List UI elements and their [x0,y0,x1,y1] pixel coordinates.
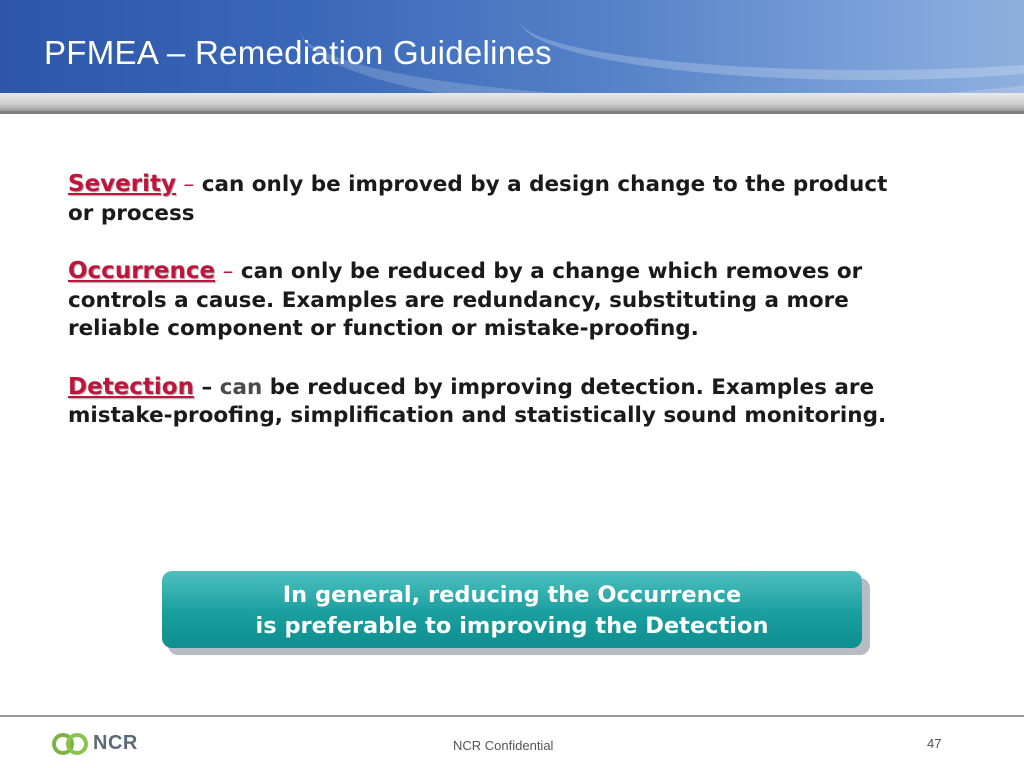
detection-text: be reduced by improving detection. Examples are mistake-proofing, simplification and statistically sound monitoring. [68,374,887,428]
occurrence-paragraph [68,257,898,344]
occurrence-text: can only be reduced by a change which removes or controls a cause. Examples are redundancy, substituting a more reliable component or function or mistake-proofing. [68,259,863,341]
header-divider-line [0,111,1024,114]
severity-paragraph [68,170,898,228]
callout-line-2: is preferable to improving the Detection [255,613,769,639]
slide-title: PFMEA – Remediation Guidelines [44,34,552,71]
occurrence-dash: – [222,259,234,284]
page-number: 47 [927,736,942,751]
occurrence-term: Occurrence [68,258,216,284]
severity-term: Severity [68,171,176,197]
confidential-label: NCR Confidential [453,738,554,753]
footer-divider [0,715,1024,717]
detection-paragraph [68,373,898,431]
detection-can: can [219,374,263,400]
severity-dash: – [183,172,195,197]
slide-header [0,0,1024,93]
severity-text: can only be improved by a design change to the product or process [68,172,888,226]
slide-body [68,170,898,460]
callout-box [162,571,862,648]
detection-dash: – [201,374,213,400]
brand-name: NCR [93,732,138,754]
header-divider [0,93,1024,111]
callout-line-1: In general, reducing the Occurrence [282,582,742,608]
detection-term: Detection [68,373,194,400]
